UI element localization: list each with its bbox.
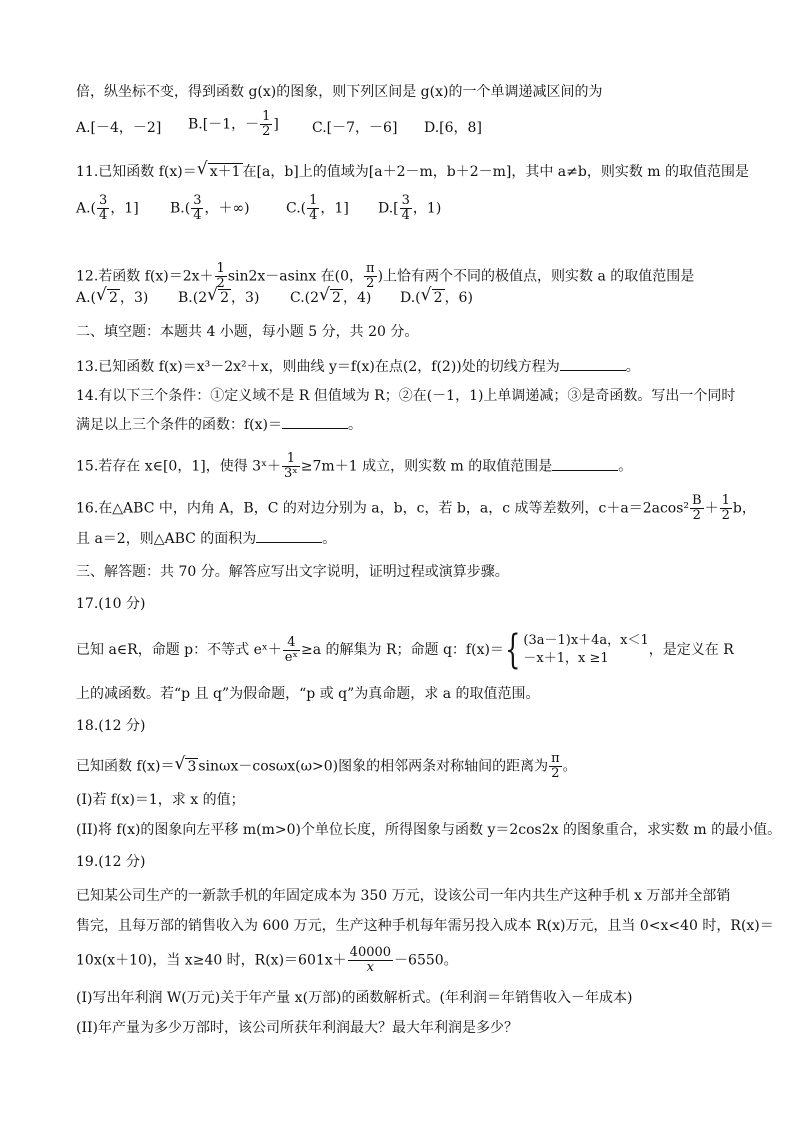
fraction: $\frac{3}{4}$ — [99, 193, 108, 223]
section-3-heading: 三、解答题：共 70 分。解答应写出文字说明，证明过程或演算步骤。 — [76, 564, 509, 580]
q10-option-b: B.[－1，－ $\frac{1}{2}$ ] — [188, 109, 279, 139]
q18-part-1: (I)若 f(x)＝1，求 x 的值； — [76, 792, 245, 808]
q11-stem: 11.已知函数 f(x)＝√ x＋1 在[a，b]上的值域为[a＋2－m，b＋2－m]，其中 a≠b，则实数 m 的取值范围是 — [76, 162, 749, 182]
fraction: $\frac{\pi}{2}$ — [366, 261, 375, 291]
q11-option-a: A.( $\frac{3}{4}$ ，1] — [76, 193, 139, 223]
sqrt: √ 2 — [421, 288, 445, 308]
fraction: $\frac{40000}{x}$ — [349, 945, 392, 975]
fraction: $\frac{1}{2}$ — [216, 261, 225, 291]
answer-blank[interactable] — [560, 356, 626, 371]
q17-line-2: 上的减函数。若“p 且 q”为假命题，“p 或 q”为真命题，求 a 的取值范围。 — [76, 686, 540, 702]
q18-stem: 已知函数 f(x)＝√ 3 sinωx－cosωx(ω>0)图象的相邻两条对称轴间的距离为 $\frac{\pi}{2}$ 。 — [76, 752, 577, 781]
answer-blank[interactable] — [282, 414, 348, 429]
fraction: $\frac{\pi}{2}$ — [551, 751, 560, 781]
q11-option-b: B.( $\frac{3}{4}$ ，＋∞) — [170, 193, 250, 223]
q18-part-2: (II)将 f(x)的图象向左平移 m(m>0)个单位长度，所得图象与函数 y＝2cos2x 的图象重合，求实数 m 的最小值。 — [76, 822, 782, 838]
q19-line-1: 已知某公司生产的一新款手机的年固定成本为 350 万元，设该公司一年内共生产这种手机 x 万部并全部销 — [76, 888, 731, 904]
q16-line-2: 且 a＝2，则△ABC 的面积为 。 — [76, 528, 336, 549]
sqrt: √ 2 — [319, 288, 343, 308]
q12-option-b: B.(2√ 2 ，3) — [178, 288, 259, 308]
fraction: $\frac{3}{4}$ — [193, 193, 202, 223]
q11-option-c: C.( $\frac{1}{4}$ ，1] — [286, 193, 349, 223]
sqrt: √ 2 — [207, 288, 231, 308]
q17-heading: 17.(10 分) — [76, 596, 146, 612]
fraction: $\frac{4}{\text{eˣ}}$ — [284, 634, 298, 665]
q10-option-d: D.[6，8] — [424, 120, 482, 136]
fraction: $\frac{1}{2}$ — [721, 493, 730, 523]
left-brace: { — [505, 627, 521, 673]
q19-part-1: (I)写出年利润 W(万元)关于年产量 x(万部)的函数解析式。(年利润＝年销售收入－年成本) — [76, 990, 633, 1006]
fraction: $\frac{1}{2}$ — [262, 109, 271, 139]
q19-line-3: 10x(x＋10)，当 x≥40 时，R(x)＝601x＋ $\frac{40000}{x}$ －6550。 — [76, 945, 458, 975]
q12-option-a: A.(√ 2 ，3) — [76, 288, 148, 308]
q14-line-1: 14.有以下三个条件：①定义域不是 R 但值域为 R；②在(－1，1)上单调递减；③是奇函数。写出一个同时 — [76, 388, 736, 404]
q16-stem: 16.在△ABC 中，内角 A，B，C 的对边分别为 a，b，c，若 b，a，c 成等差数列，c＋a＝2acos² $\frac{B}{2}$ ＋ $\frac{1}{2}$ b， — [76, 493, 756, 523]
piecewise-cases: (3a－1)x＋4a，x＜1 －x＋1，x ≥1 — [523, 633, 649, 666]
sqrt: √ 2 — [96, 288, 120, 308]
q11-option-d: D.[ $\frac{3}{4}$ ，1) — [378, 193, 442, 223]
q19-line-2: 售完，且每万部的销售收入为 600 万元，生产这种手机每年需另投入成本 R(x)万元，且当 0<x<40 时，R(x)＝ — [76, 918, 774, 934]
q12-stem: 12.若函数 f(x)＝2x＋ $\frac{1}{2}$ sin2x－asinx 在(0， $\frac{\pi}{2}$ )上恰有两个不同的极值点，则实数 a 的取值范围是 — [76, 261, 695, 291]
q18-heading: 18.(12 分) — [76, 718, 146, 734]
q10-option-a: A.[－4，－2] — [76, 120, 162, 136]
fraction: $\frac{3}{4}$ — [401, 193, 410, 223]
q12-option-d: D.(√ 2 ，6) — [400, 288, 473, 308]
q10-option-c: C.[－7，－6] — [312, 120, 398, 136]
section-2-heading: 二、填空题：本题共 4 小题，每小题 5 分，共 20 分。 — [76, 324, 419, 340]
answer-blank[interactable] — [256, 528, 322, 543]
sqrt: √ 3 — [174, 757, 198, 777]
fraction: $\frac{B}{2}$ — [692, 493, 702, 523]
q17-stem: 已知 a∈R，命题 p：不等式 eˣ＋ $\frac{4}{\text{eˣ}}$ ≥a 的解集为 R；命题 q：f(x)＝{ (3a－1)x＋4a，x＜1 －x＋1，x ≥1 ，是定义在 R — [76, 627, 734, 673]
q14-line-2: 满足以上三个条件的函数：f(x)＝ 。 — [76, 414, 362, 435]
q19-heading: 19.(12 分) — [76, 854, 146, 870]
q13-stem: 13.已知函数 f(x)＝x³－2x²＋x，则曲线 y＝f(x)在点(2，f(2))处的切线方程为 。 — [76, 356, 640, 377]
q10-line: 倍，纵坐标不变，得到函数 g(x)的图象，则下列区间是 g(x)的一个单调递减区间的为 — [76, 84, 603, 100]
fraction: $\frac{1}{\text{3ˣ}}$ — [284, 451, 298, 481]
q15-stem: 15.若存在 x∈[0，1]，使得 3ˣ＋ $\frac{1}{\text{3ˣ}}$ ≥7m＋1 成立，则实数 m 的取值范围是 。 — [76, 451, 633, 481]
answer-blank[interactable] — [552, 456, 618, 471]
fraction: $\frac{1}{4}$ — [309, 193, 318, 223]
q12-option-c: C.(2√ 2 ，4) — [290, 288, 371, 308]
q19-part-2: (II)年产量为多少万部时，该公司所获年利润最大？最大年利润是多少？ — [76, 1020, 518, 1036]
sqrt: √ x＋1 — [197, 162, 243, 182]
